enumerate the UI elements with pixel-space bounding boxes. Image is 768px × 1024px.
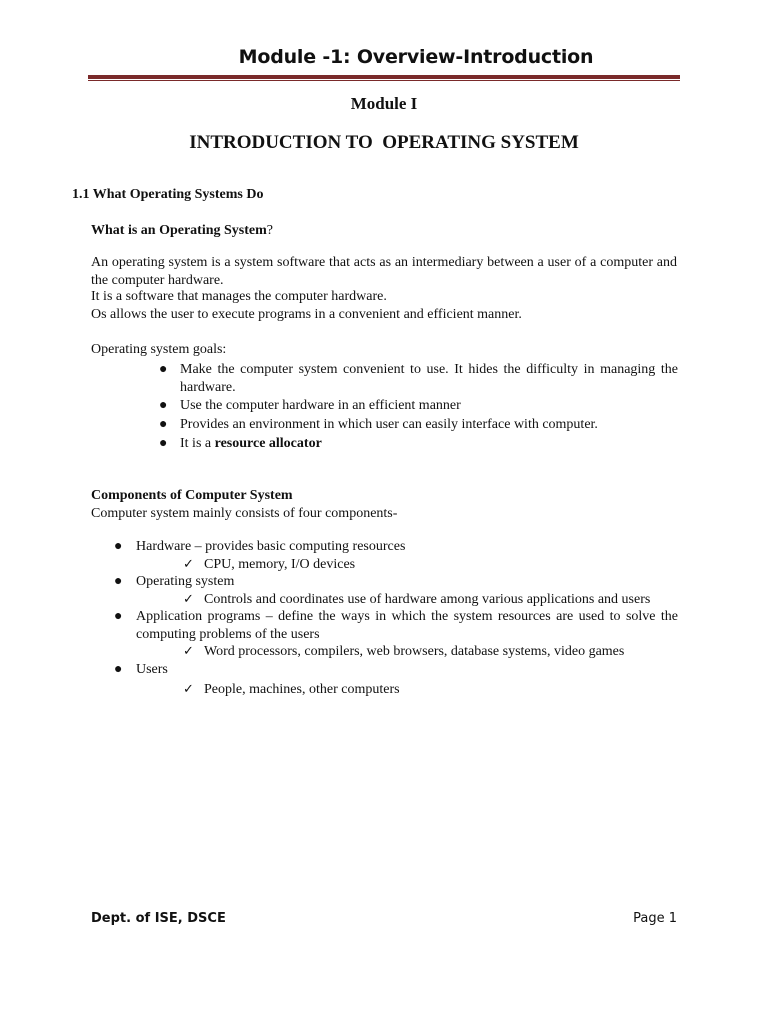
components-intro: Computer system mainly consists of four components- [91,506,398,521]
component-detail [183,681,678,699]
list-item [114,608,678,643]
goal-text-bold: resource allocator [214,435,322,451]
component-detail-text: Controls and coordinates use of hardware among various applications and users [204,591,651,607]
goal-text: Provides an environment in which user can easily interface with computer. [180,416,598,432]
goal-text: Use the computer hardware in an efficient manner [180,398,461,414]
header-rule-thick [88,75,680,79]
component-detail-text: CPU, memory, I/O devices [204,556,356,572]
bullet-icon: ● [114,609,123,624]
section-heading: 1.1 What Operating Systems Do [72,187,264,202]
component-text: Users [136,661,168,677]
page-number: Page 1 [633,911,677,926]
goal-text-prefix: It is a [180,435,215,451]
subheading-suffix: ? [266,223,274,238]
definition-paragraph: An operating system is a system software that acts as an intermediary between a user of a computer and the computer hardware. [91,255,677,288]
header-title: Module -1: Overview-Introduction [238,46,594,68]
checkmark-icon: ✓ [183,556,194,572]
component-detail [183,591,678,609]
checkmark-icon: ✓ [183,682,194,697]
component-detail [183,643,678,661]
list-item [114,573,678,591]
goals-label: Operating system goals: [91,342,227,357]
bullet-icon: ● [159,398,168,414]
goal-text: Make the computer system convenient to use. It hides the difficulty in managing the hardware. [180,362,678,395]
goals-list [158,361,678,453]
definition-line-2: It is a software that manages the computer hardware. [91,289,387,304]
list-item [158,416,678,434]
bullet-icon: ● [159,435,168,451]
checkmark-icon: ✓ [183,644,194,659]
component-detail-text: People, machines, other computers [204,682,400,697]
footer-department: Dept. of ISE, DSCE [91,911,226,926]
component-text: Hardware – provides basic computing resources [136,539,406,554]
component-text: Application programs – define the ways in which the system resources are used to solve the computing problems of the users [136,609,678,642]
components-heading: Components of Computer System [91,488,293,503]
bullet-icon: ● [114,661,123,677]
module-label: Module I [350,94,418,113]
list-item [158,361,678,396]
bullet-icon: ● [114,539,123,554]
bullet-icon: ● [114,574,123,589]
list-item [158,397,678,415]
checkmark-icon: ✓ [183,591,194,607]
component-detail-text: Word processors, compilers, web browsers, database systems, video games [204,644,625,659]
subheading [91,223,273,239]
subheading-bold: What is an Operating System [91,223,267,238]
definition-line-3: Os allows the user to execute programs in a convenient and efficient manner. [91,307,522,322]
page-title: INTRODUCTION TO OPERATING SYSTEM [189,132,579,153]
components-list [114,538,678,699]
header-rule-thin [88,80,680,81]
component-text: Operating system [136,574,235,589]
bullet-icon: ● [159,416,168,432]
list-item [114,661,678,679]
list-item [158,435,678,453]
bullet-icon: ● [159,362,168,377]
component-detail [183,556,678,574]
list-item [114,538,678,556]
